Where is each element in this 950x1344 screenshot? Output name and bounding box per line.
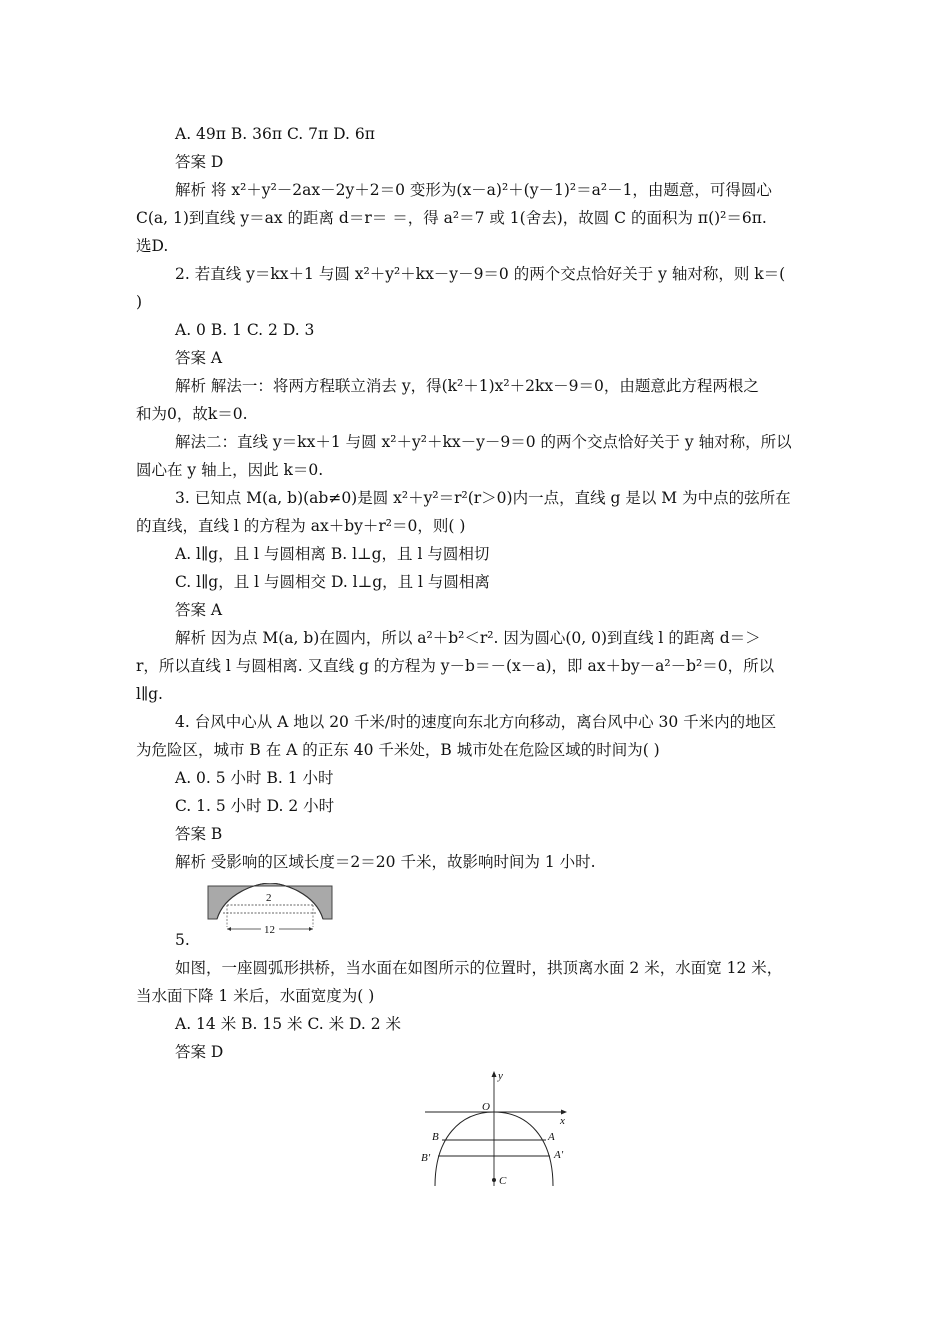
x-axis-label: x bbox=[560, 1115, 565, 1127]
q5-stem-line2: 当水面下降 1 米后，水面宽度为( ) bbox=[136, 987, 375, 1005]
arch-bridge-figure bbox=[205, 883, 335, 938]
q4-options-cd: C. 1. 5 小时 D. 2 小时 bbox=[175, 797, 335, 815]
q2-analysis2-line1: 解法二：直线 y＝kx＋1 与圆 x²＋y²＋kx－y－9＝0 的两个交点恰好关于 y 轴对称，所以 bbox=[175, 433, 792, 451]
circle-coordinate-figure bbox=[415, 1068, 575, 1190]
q1-options: A. 49π B. 36π C. 7π D. 6π bbox=[175, 125, 375, 143]
q3-options-cd: C. l∥g，且 l 与圆相交 D. l⊥g，且 l 与圆相离 bbox=[175, 573, 490, 591]
q3-analysis-line1: 解析 因为点 M(a, b)在圆内，所以 a²＋b²＜r². 因为圆心(0, 0)到直线 l 的距离 d＝＞ bbox=[175, 629, 761, 647]
q5-stem-line1: 如图，一座圆弧形拱桥，当水面在如图所示的位置时，拱顶离水面 2 米，水面宽 12 米， bbox=[175, 959, 783, 977]
q2-analysis2-line2: 圆心在 y 轴上，因此 k＝0. bbox=[136, 461, 324, 479]
q2-analysis-line2: 和为0，故k＝0. bbox=[136, 405, 248, 423]
q1-analysis-line1: 解析 将 x²＋y²－2ax－2y＋2＝0 变形为(x－a)²＋(y－1)²＝a²－1，由题意，可得圆心 bbox=[175, 181, 772, 199]
q1-answer: 答案 D bbox=[175, 153, 224, 171]
q5-answer: 答案 D bbox=[175, 1043, 224, 1061]
bridge-height-label: 2 bbox=[266, 892, 272, 904]
point-b-label: B bbox=[432, 1131, 439, 1143]
q2-answer: 答案 A bbox=[175, 349, 223, 367]
point-b-prime-label: B′ bbox=[421, 1152, 431, 1164]
q2-stem-line1: 2. 若直线 y＝kx＋1 与圆 x²＋y²＋kx－y－9＝0 的两个交点恰好关于 y 轴对称，则 k＝( bbox=[175, 265, 786, 283]
bridge-width-label: 12 bbox=[264, 924, 275, 936]
q3-analysis-line3: l∥g. bbox=[136, 685, 163, 703]
point-a-prime-label: A′ bbox=[554, 1149, 564, 1161]
q2-analysis-line1: 解析 解法一：将两方程联立消去 y，得(k²＋1)x²＋2kx－9＝0，由题意此方程两根之 bbox=[175, 377, 759, 395]
q4-stem-line2: 为危险区，城市 B 在 A 的正东 40 千米处，B 城市处在危险区域的时间为( ) bbox=[136, 741, 660, 759]
center-c-label: C bbox=[499, 1175, 507, 1187]
point-a-label: A bbox=[548, 1131, 555, 1143]
q2-options: A. 0 B. 1 C. 2 D. 3 bbox=[175, 321, 315, 339]
q2-stem-line2: ) bbox=[136, 293, 143, 311]
q5-number: 5. bbox=[175, 931, 190, 949]
q3-options-ab: A. l∥g，且 l 与圆相离 B. l⊥g，且 l 与圆相切 bbox=[175, 545, 490, 563]
q4-analysis: 解析 受影响的区域长度＝2＝20 千米，故影响时间为 1 小时. bbox=[175, 853, 596, 871]
q1-analysis-line3: 选D. bbox=[136, 237, 169, 255]
q4-options-ab: A. 0. 5 小时 B. 1 小时 bbox=[175, 769, 334, 787]
q3-stem-line1: 3. 已知点 M(a, b)(ab≠0)是圆 x²＋y²＝r²(r＞0)内一点，直线 g 是以 M 为中点的弦所在 bbox=[175, 489, 791, 507]
q3-answer: 答案 A bbox=[175, 601, 223, 619]
q4-stem-line1: 4. 台风中心从 A 地以 20 千米/时的速度向东北方向移动，离台风中心 30 千米内的地区 bbox=[175, 713, 777, 731]
q4-answer: 答案 B bbox=[175, 825, 223, 843]
origin-label: O bbox=[482, 1101, 490, 1113]
q3-stem-line2: 的直线，直线 l 的方程为 ax＋by＋r²＝0，则( ) bbox=[136, 517, 466, 535]
q3-analysis-line2: r，所以直线 l 与圆相离. 又直线 g 的方程为 y－b＝－(x－a)，即 ax＋by－a²－b²＝0，所以 bbox=[136, 657, 775, 675]
q1-analysis-line2: C(a, 1)到直线 y＝ax 的距离 d＝r＝ ＝，得 a²＝7 或 1(舍去)，故圆 C 的面积为 π()²＝6π. bbox=[136, 209, 767, 227]
y-axis-label: y bbox=[498, 1070, 503, 1082]
q5-options: A. 14 米 B. 15 米 C. 米 D. 2 米 bbox=[175, 1015, 402, 1033]
